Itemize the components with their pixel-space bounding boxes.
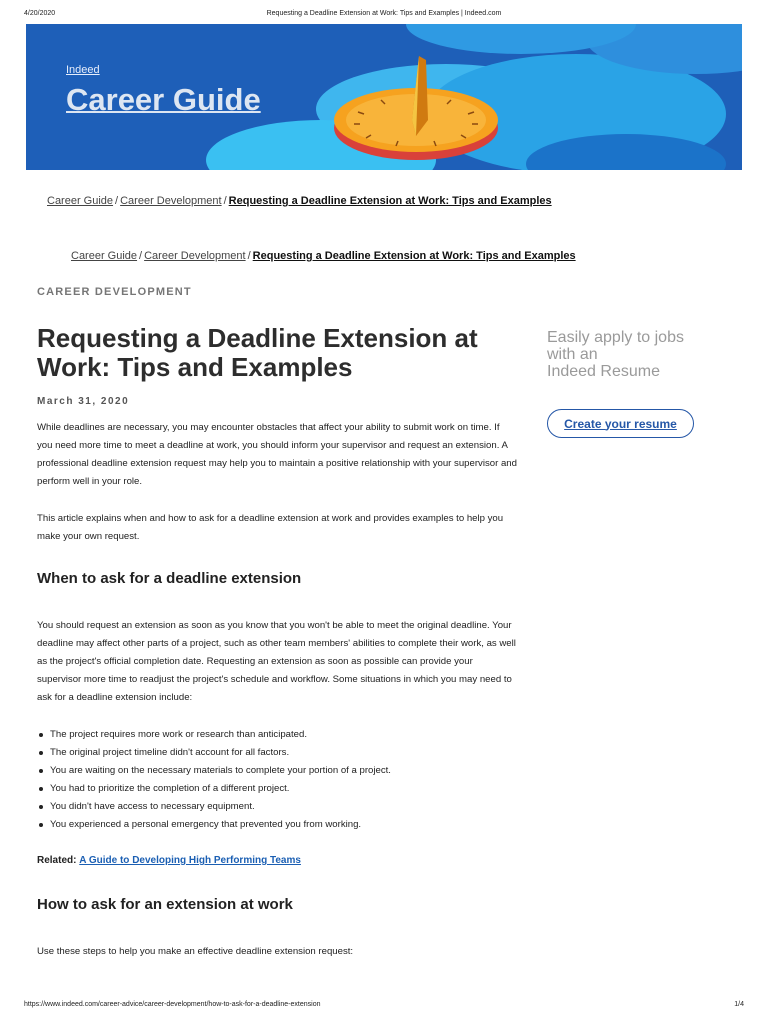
breadcrumb-career-development[interactable]: Career Development — [144, 250, 246, 262]
print-footer — [24, 1001, 744, 1008]
list-item — [37, 816, 517, 834]
list-item — [37, 798, 517, 816]
breadcrumb-separator: / — [115, 195, 119, 207]
list-item — [37, 726, 517, 744]
section-heading-how: How to ask for an extension at work — [37, 896, 293, 913]
page-number: 1/4 — [734, 1001, 744, 1008]
intro-paragraph-1: While deadlines are necessary, you may encounter obstacles that affect your ability to submit work on time. If you need more time to meet a deadline at work, you should inform your supervisor and request an extension. A professional deadline extension request may help you to maintain a positive relationship with your supervisor and perform well in your role. — [37, 422, 517, 487]
breadcrumb-current-article[interactable]: Requesting a Deadline Extension at Work: Tips and Examples — [228, 195, 552, 207]
breadcrumb-career-guide[interactable]: Career Guide — [47, 195, 114, 207]
breadcrumb-separator: / — [247, 250, 251, 262]
related-label: Related: — [37, 855, 77, 866]
bullet-icon — [39, 769, 43, 773]
breadcrumb-secondary — [71, 250, 576, 262]
section-when-body: You should request an extension as soon as you know that you won't be able to meet the original deadline. Your deadline may affect other parts of a project, such as other team members' abilities to complete their work, as well as the project's official completion date. Requesting an extension as soon as possible can provide your supervisor more time to readjust the project's schedule and workflow. Some situations in which you may need to ask for a deadline extension include: — [37, 620, 516, 703]
bullet-icon — [39, 823, 43, 827]
section-how-body: Use these steps to help you make an effective deadline extension request: — [37, 946, 354, 957]
related-article-link[interactable]: A Guide to Developing High Performing Teams — [79, 855, 301, 866]
breadcrumb-separator: / — [223, 195, 227, 207]
resume-promo-heading — [547, 329, 737, 380]
list-item — [37, 744, 517, 762]
career-guide-title-link[interactable]: Career Guide — [66, 82, 261, 117]
print-header — [24, 10, 744, 22]
publish-date: March 31, 2020 — [37, 396, 130, 407]
breadcrumb-current-article[interactable]: Requesting a Deadline Extension at Work: Tips and Examples — [252, 250, 576, 262]
list-item-text: You are waiting on the necessary materials to complete your portion of a project. — [50, 765, 391, 776]
list-item-text: The original project timeline didn't account for all factors. — [50, 747, 290, 758]
category-kicker: CAREER DEVELOPMENT — [37, 286, 192, 298]
breadcrumb — [47, 195, 552, 207]
bullet-icon — [39, 733, 43, 737]
print-document-title: Requesting a Deadline Extension at Work: Tips and Examples | Indeed.com — [266, 10, 502, 17]
promo-line: Easily apply to jobs — [547, 329, 684, 346]
promo-line: with an — [547, 346, 598, 363]
related-article — [37, 855, 301, 866]
bullet-icon — [39, 751, 43, 755]
promo-line: Indeed Resume — [547, 363, 660, 380]
sundial-illustration — [316, 50, 516, 160]
print-url: https://www.indeed.com/career-advice/career-development/how-to-ask-for-a-deadline-extension — [24, 1001, 321, 1008]
situations-list — [37, 726, 517, 834]
intro-paragraph-2: This article explains when and how to ask for a deadline extension at work and provides examples to help you make your own request. — [37, 513, 504, 542]
breadcrumb-separator: / — [139, 250, 143, 262]
list-item-text: The project requires more work or research than anticipated. — [50, 729, 308, 740]
article-title: Requesting a Deadline Extension at Work: Tips and Examples — [37, 323, 478, 382]
list-item-text: You didn't have access to necessary equipment. — [50, 801, 255, 812]
list-item-text: You experienced a personal emergency that prevented you from working. — [50, 819, 362, 830]
career-guide-banner — [26, 24, 742, 170]
list-item — [37, 780, 517, 798]
list-item-text: You had to prioritize the completion of a different project. — [50, 783, 290, 794]
print-date: 4/20/2020 — [24, 10, 56, 17]
breadcrumb-career-guide[interactable]: Career Guide — [71, 250, 138, 262]
breadcrumb-career-development[interactable]: Career Development — [120, 195, 222, 207]
bullet-icon — [39, 805, 43, 809]
bullet-icon — [39, 787, 43, 791]
section-heading-when: When to ask for a deadline extension — [37, 570, 302, 587]
create-resume-button[interactable]: Create your resume — [547, 409, 694, 438]
indeed-brand-link[interactable]: Indeed — [66, 64, 100, 76]
list-item — [37, 762, 517, 780]
